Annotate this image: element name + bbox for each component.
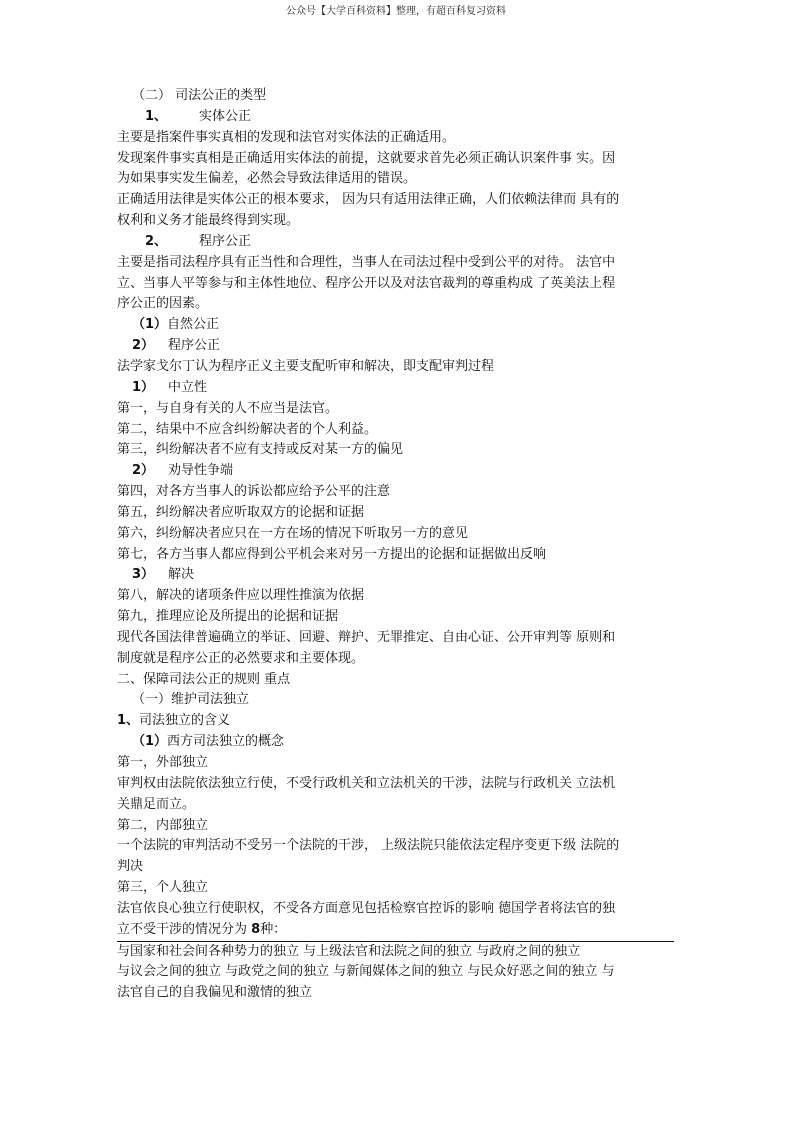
list-heading (117, 461, 677, 482)
item-number: 3） (132, 567, 155, 583)
paragraph-line: 与议会之间的独立 与政党之间的独立 与新闻媒体之间的独立 与民众好恶之间的独立 与 (117, 964, 615, 980)
paragraph-line: 判决 (117, 859, 144, 875)
line-text: 立不受干涉的情况分为 (117, 921, 248, 937)
item-title: 程序公正 (168, 338, 221, 354)
item-number: 1） (132, 379, 155, 395)
list-heading (117, 336, 677, 357)
subsection-heading (117, 107, 677, 128)
paragraph-line: 立、当事人平等参与和主体性地位、程序公开以及对法官裁判的尊重构成 了英美法上程 (117, 275, 616, 291)
subsection-heading (117, 711, 677, 732)
paragraph-line: 主要是指司法程序具有正当性和合理性，当事人在司法过程中受到公平的对待。 法官中 (117, 254, 616, 270)
item-title: 自然公正 (167, 317, 220, 333)
list-heading (117, 378, 677, 399)
paragraph-line: 序公正的因素。 (117, 296, 209, 312)
paragraph-line: 为如果事实发生偏差，必然会导致法律适用的错误。 (117, 171, 417, 187)
list-heading (117, 315, 677, 336)
item-title: 劝导性争端 (168, 463, 234, 479)
paragraph-line: 与国家和社会间各种势力的独立 与上级法官和法院之间的独立 与政府之间的独立 (117, 943, 581, 959)
paragraph-line: 制度就是程序公正的必然要求和主要体现。 (117, 650, 365, 666)
list-item: 第七，各方当事人都应得到公平机会来对另一方提出的论据和证据做出反响 (117, 546, 547, 562)
list-item: 第六，纠纷解决者应只在一方在场的情况下听取另一方的意见 (117, 525, 469, 541)
subsection-heading: （一）维护司法独立 (132, 692, 250, 708)
paragraph-line: 一个法院的审判活动不受另一个法院的干涉， 上级法院只能依法定程序变更下级 法院的 (117, 838, 620, 854)
item-title: 实体公正 (199, 108, 252, 124)
section-heading: 二、保障司法公正的规则 重点 (117, 671, 291, 687)
item-number: 1、 (117, 713, 140, 729)
list-item: 第一，与自身有关的人不应当是法官。 (117, 400, 339, 416)
list-item: 第四，对各方当事人的诉讼都应给予公平的注意 (117, 484, 391, 500)
item-number: 2） (132, 463, 155, 479)
list-item: 第八，解决的诸项条件应以理性推演为依据 (117, 588, 365, 604)
list-item: 第九，推理应论及所提出的论据和证据 (117, 609, 339, 625)
list-item: 第三，纠纷解决者不应有支持或反对某一方的偏见 (117, 442, 404, 458)
paragraph-line (117, 920, 677, 941)
subsection-heading (117, 232, 677, 253)
list-item: 第二，内部独立 (117, 817, 209, 833)
paragraph-line: 法学家戈尔丁认为程序正义主要支配听审和解决，即支配审判过程 (117, 358, 495, 374)
page-header: 公众号【大学百科资料】整理，有超百科复习资料 (286, 6, 506, 17)
item-title: 程序公正 (199, 233, 252, 249)
item-number: 1、 (145, 108, 168, 124)
item-number: （1） (132, 734, 168, 750)
section-heading: （二） 司法公正的类型 (132, 88, 267, 103)
list-heading (117, 732, 677, 753)
list-item: 第一，外部独立 (117, 755, 209, 770)
list-heading (117, 565, 677, 586)
list-item: 第五，纠纷解决者应听取双方的论据和证据 (117, 504, 365, 520)
paragraph-line: 现代各国法律普遍确立的举证、回避、辩护、无罪推定、自由心证、公开审判等 原则和 (117, 629, 616, 645)
item-title: 西方司法独立的概念 (167, 734, 285, 750)
item-number: 2） (132, 338, 155, 354)
count-number: 8 (251, 921, 261, 937)
document-body (117, 86, 677, 1004)
paragraph-line: 权利和义务才能最终得到实现。 (117, 213, 300, 229)
item-title: 司法独立的含义 (139, 713, 231, 729)
list-item: 第二，结果中不应含纠纷解决者的个人利益。 (117, 421, 378, 437)
paragraph-line: 主要是指案件事实真相的发现和法官对实体法的正确适用。 (117, 129, 456, 145)
paragraph-line: 正确适用法律是实体公正的根本要求， 因为只有适用法律正确，人们依赖法律而 具有的 (117, 192, 620, 208)
paragraph-line: 法官自己的自我偏见和激情的独立 (117, 985, 313, 1001)
item-number: 2、 (145, 233, 168, 249)
item-number: （1） (132, 317, 168, 333)
paragraph-line: 法官依良心独立行使职权，不受各方面意见包括检察官控诉的影响 德国学者将法官的独 (117, 900, 616, 916)
item-title: 解决 (168, 567, 195, 583)
list-item: 第三，个人独立 (117, 880, 209, 896)
paragraph-line: 审判权由法院依法独立行使，不受行政机关和立法机关的干涉，法院与行政机关 立法机 (117, 775, 616, 791)
line-text: 种： (260, 921, 287, 937)
paragraph-line: 发现案件事实真相是正确适用实体法的前提，这就要求首先必须正确认识案件事 实。因 (117, 150, 616, 166)
paragraph-line: 关鼎足而立。 (117, 796, 196, 812)
item-title: 中立性 (168, 379, 208, 395)
